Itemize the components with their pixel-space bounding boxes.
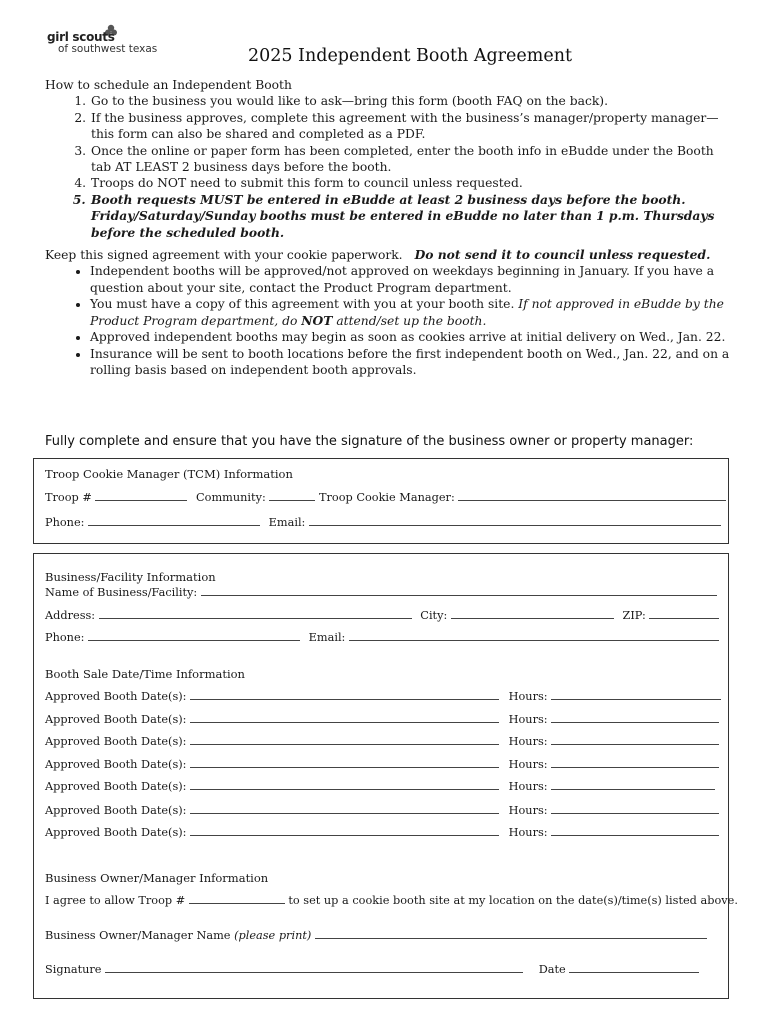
keep-note: Do not send it to council unless requested.	[414, 247, 711, 263]
booth-date-field[interactable]	[190, 713, 499, 723]
tcm-email-label: Email:	[268, 516, 306, 529]
business-name-label: Name of Business/Facility:	[45, 586, 198, 599]
complete-instruction: Fully complete and ensure that you have the signature of the business owner or property manager:	[45, 434, 694, 449]
rule-text-italic: attend/set up the booth.	[336, 313, 487, 328]
booth-hours-field[interactable]	[551, 758, 719, 768]
owner-section-title: Business Owner/Manager Information	[45, 871, 269, 885]
booth-hours-label: Hours:	[508, 826, 548, 839]
booth-section-title: Booth Sale Date/Time Information	[45, 667, 245, 681]
booth-date-field[interactable]	[190, 804, 499, 814]
community-label: Community:	[196, 491, 266, 504]
agree-text-start: I agree to allow Troop #	[45, 894, 186, 907]
booth-hours-field[interactable]	[551, 713, 719, 723]
booth-hours-field[interactable]	[551, 780, 715, 790]
booth-date-row	[45, 804, 719, 817]
booth-rules-list	[45, 263, 735, 378]
zip-field[interactable]	[649, 609, 719, 619]
booth-date-label: Approved Booth Date(s):	[45, 758, 187, 771]
city-label: City:	[420, 609, 448, 622]
troop-number-label: Troop #	[45, 491, 92, 504]
agree-troop-number-field[interactable]	[189, 894, 285, 904]
address-field[interactable]	[99, 609, 412, 619]
schedule-step: 4. Troops do NOT need to submit this form to council unless requested.	[90, 175, 735, 191]
booth-hours-label: Hours:	[508, 713, 548, 726]
booth-date-field[interactable]	[190, 826, 499, 836]
agree-text-end: to set up a cookie booth site at my location on the date(s)/time(s) listed above.	[288, 894, 738, 907]
booth-date-row	[45, 826, 719, 839]
booth-hours-label: Hours:	[508, 780, 548, 793]
schedule-step: 1. Go to the business you would like to ask—bring this form (booth FAQ on the back).	[90, 93, 735, 109]
booth-date-label: Approved Booth Date(s):	[45, 690, 187, 703]
booth-hours-label: Hours:	[508, 758, 548, 771]
booth-hours-field[interactable]	[551, 826, 719, 836]
rule-text-not: NOT	[301, 312, 333, 328]
keep-text: Keep this signed agreement with your cookie paperwork.	[45, 248, 403, 263]
date-field[interactable]	[569, 963, 699, 973]
date-label: Date	[538, 963, 566, 976]
booth-date-label: Approved Booth Date(s):	[45, 713, 187, 726]
community-field[interactable]	[269, 491, 315, 501]
tcm-phone-field[interactable]	[88, 516, 260, 526]
logo-wordmark: girl scouts	[47, 30, 115, 44]
address-label: Address:	[45, 609, 96, 622]
booth-date-field[interactable]	[190, 780, 499, 790]
instructions-section	[45, 77, 735, 378]
booth-date-field[interactable]	[190, 690, 499, 700]
owner-agree-row	[45, 894, 738, 907]
rule-item: • Approved independent booths may begin as soon as cookies arrive at initial delivery on Wed., Jan. 22.	[90, 329, 735, 345]
booth-date-row	[45, 690, 721, 703]
booth-date-row	[45, 735, 719, 748]
business-address-row	[45, 609, 719, 622]
booth-date-row	[45, 758, 719, 771]
city-field[interactable]	[451, 609, 614, 619]
booth-date-label: Approved Booth Date(s):	[45, 780, 187, 793]
booth-date-row	[45, 780, 715, 793]
booth-date-label: Approved Booth Date(s):	[45, 735, 187, 748]
zip-label: ZIP:	[622, 609, 646, 622]
booth-date-row	[45, 713, 719, 726]
schedule-heading: How to schedule an Independent Booth	[45, 78, 292, 92]
booth-date-label: Approved Booth Date(s):	[45, 826, 187, 839]
page-title: 2025 Independent Booth Agreement	[247, 46, 573, 66]
schedule-step: 2. If the business approves, complete this agreement with the business’s manager/property manager—this form can also be shared and completed as a PDF.	[90, 110, 735, 143]
business-email-label: Email:	[308, 631, 346, 644]
logo-council-name: of southwest texas	[58, 43, 158, 55]
signature-field[interactable]	[105, 963, 523, 973]
booth-hours-label: Hours:	[508, 804, 548, 817]
booth-hours-field[interactable]	[551, 735, 719, 745]
rule-item: • Independent booths will be approved/not approved on weekdays beginning in January. If you have a question about your site, contact the Product Program department.	[90, 263, 735, 296]
troop-cookie-manager-label: Troop Cookie Manager:	[318, 491, 455, 504]
troop-cookie-manager-field[interactable]	[458, 491, 726, 501]
tcm-info-box	[33, 458, 729, 544]
owner-name-label: Business Owner/Manager Name	[45, 929, 231, 942]
rule-text: You must have a copy of this agreement with you at your booth site.	[90, 297, 515, 312]
owner-name-hint: (please print)	[234, 929, 312, 942]
business-phone-label: Phone:	[45, 631, 85, 644]
booth-hours-label: Hours:	[508, 690, 548, 703]
owner-name-row	[45, 929, 707, 942]
tcm-phone-label: Phone:	[45, 516, 85, 529]
booth-hours-field[interactable]	[551, 804, 719, 814]
rule-item	[90, 296, 735, 329]
keep-agreement-line	[45, 247, 735, 263]
business-contact-row	[45, 631, 719, 644]
business-phone-field[interactable]	[88, 631, 300, 641]
troop-number-field[interactable]	[95, 491, 187, 501]
booth-hours-field[interactable]	[551, 690, 721, 700]
booth-date-field[interactable]	[190, 758, 499, 768]
tcm-row-2	[45, 516, 721, 529]
signature-label: Signature	[45, 963, 102, 976]
rule-text-italic: If not approved in eBudde by the Product Program department, do	[90, 297, 724, 328]
business-info-box	[33, 553, 738, 999]
tcm-row-1	[45, 491, 726, 504]
tcm-section-title: Troop Cookie Manager (TCM) Information	[45, 467, 293, 481]
owner-name-field[interactable]	[315, 929, 707, 939]
schedule-step-deadline: 5. Booth requests MUST be entered in eBudde at least 2 business days before the booth. Friday/Saturday/Sunday booths must be entered in eBudde no later than 1 p.m. Thursdays before the scheduled booth.	[90, 192, 735, 241]
business-name-field[interactable]	[201, 586, 717, 596]
booth-date-label: Approved Booth Date(s):	[45, 804, 187, 817]
business-name-row	[45, 586, 717, 599]
owner-signature-row	[45, 963, 699, 976]
rule-item: • Insurance will be sent to booth locations before the first independent booth on Wed., Jan. 22, and on a rolling basis based on independent booth approvals.	[90, 346, 735, 379]
schedule-steps-list	[45, 93, 735, 241]
business-email-field[interactable]	[349, 631, 719, 641]
booth-date-field[interactable]	[190, 735, 499, 745]
business-section-title: Business/Facility Information	[45, 570, 216, 584]
schedule-step: 3. Once the online or paper form has been completed, enter the booth info in eBudde under the Booth tab AT LEAST 2 business days before the booth.	[90, 143, 735, 176]
booth-hours-label: Hours:	[508, 735, 548, 748]
tcm-email-field[interactable]	[309, 516, 721, 526]
